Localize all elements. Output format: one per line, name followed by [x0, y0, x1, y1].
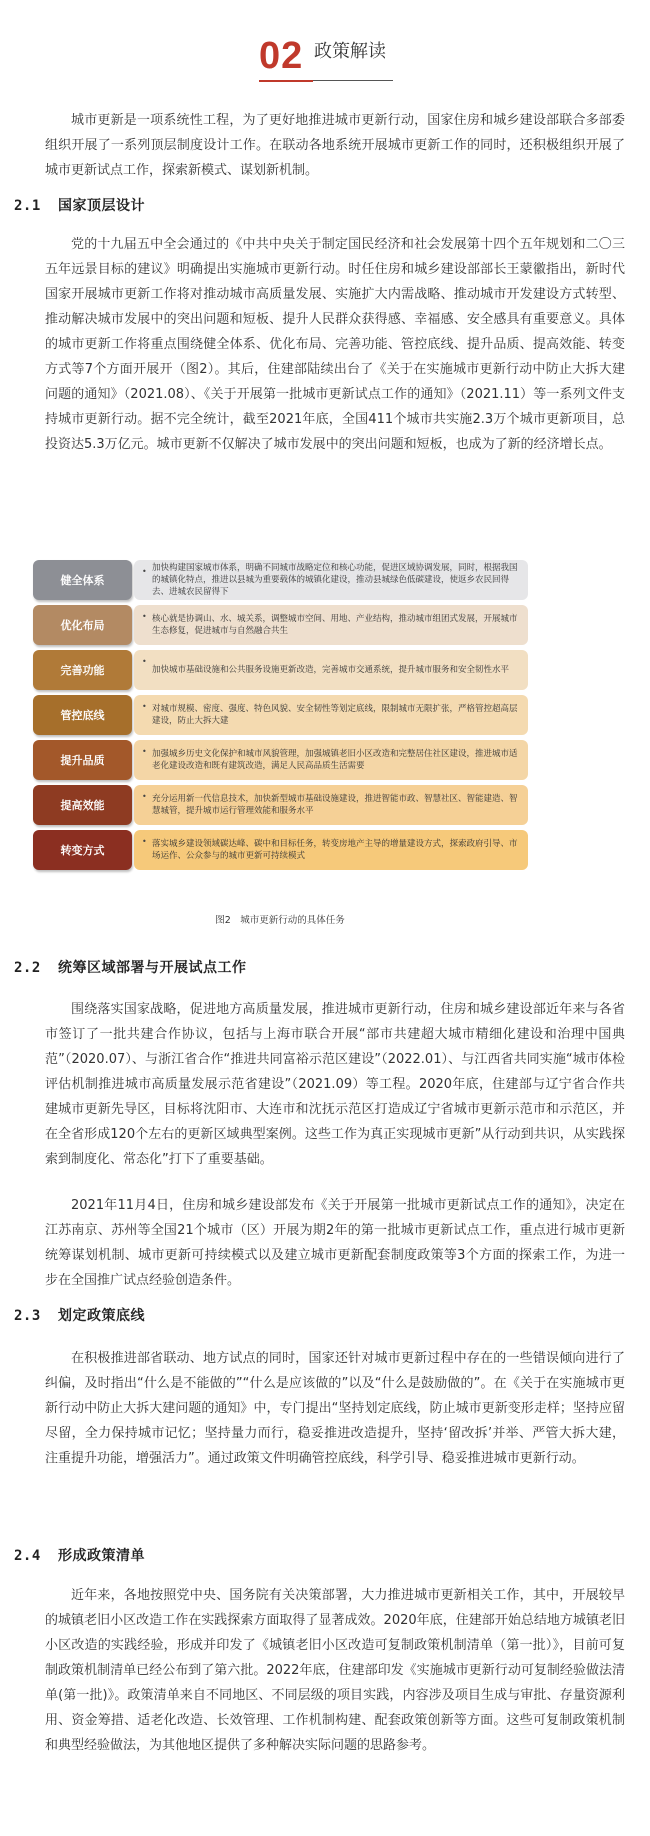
intro-paragraph: 城市更新是一项系统性工程，为了更好地推进城市更新行动，国家住房和城乡建设部联合多部委组织开展了一系列顶层制度设计工作。在联动各地系统开展城市更新工作的同时，还积极组织开展了城市更新试点工作，探索新模式、谋划新机制。	[45, 113, 625, 178]
task-row-2	[30, 605, 530, 645]
task-row-5	[30, 740, 530, 780]
task-description	[134, 785, 528, 825]
section-2-2-paragraph-2: 2021年11月4日，住房和城乡建设部发布《关于开展第一批城市更新试点工作的通知》，决定在江苏南京、苏州等全国21个城市（区）开展为期2年的第一批城市更新试点工作，重点进行城市更新统筹谋划机制、城市更新可持续模式以及建立城市更新配套制度政策等3个方面的探索工作，为进一步在全国推广试点经验创造条件。	[45, 1198, 625, 1288]
task-description	[134, 650, 528, 690]
section-2-2-paragraph-1: 围绕落实国家战略，促进地方高质量发展，推进城市更新行动，住房和城乡建设部近年来与各省市签订了一批共建合作协议，包括与上海市联合开展“部市共建超大城市精细化建设和治理中国典范”（2020.07）、与浙江省合作“推进共同富裕示范区建设”（2022.01）、与江西省共同实施“城市体检评估机制推进城市高质量发展示范省建设”（2021.09）等工程。2020年底，住建部与辽宁省合作共建城市更新先导区，目标将沈阳市、大连市和沈抚示范区打造成辽宁省城市更新示范市和示范区，并在全省形成120个左右的更新区域典型案例。这些工作为真正实现城市更新”从行动到共识，从实践探索到制度化、常态化”打下了重要基础。	[45, 1002, 625, 1167]
task-row-3	[30, 650, 530, 690]
section-heading-2-2	[14, 957, 247, 977]
task-label: 管控底线	[33, 695, 132, 735]
section-heading-2-3	[14, 1305, 145, 1325]
section-heading-2-4	[14, 1545, 145, 1565]
task-description	[134, 695, 528, 735]
section-title: 形成政策清单	[58, 1548, 145, 1564]
bullet-icon: •	[142, 702, 147, 711]
bullet-icon: •	[142, 657, 147, 666]
task-label: 完善功能	[33, 650, 132, 690]
task-text: 落实城乡建设领域碳达峰、碳中和目标任务，转变房地产主导的增量建设方式，探索政府引导、市场运作、公众参与的城市更新可持续模式	[152, 839, 518, 861]
section-2-1-paragraph: 党的十九届五中全会通过的《中共中央关于制定国民经济和社会发展第十四个五年规划和二〇三五年远景目标的建议》明确提出实施城市更新行动。时任住房和城乡建设部部长王蒙徽指出，新时代国家开展城市更新工作将对推动城市高质量发展、实施扩大内需战略、推动城市开发建设方式转型、推动解决城市发展中的突出问题和短板、提升人民群众获得感、幸福感、安全感具有重要意义。具体的城市更新工作将重点围绕健全体系、优化布局、完善功能、管控底线、提升品质、提高效能、转变方式等7个方面开展开（图2）。其后，住建部陆续出台了《关于在实施城市更新行动中防止大拆大建问题的通知》（2021.08）、《关于开展第一批城市更新试点工作的通知》（2021.11）等一系列文件支持城市更新行动。据不完全统计，截至2021年底，全国411个城市共实施2.3万个城市更新项目，总投资达5.3万亿元。城市更新不仅解决了城市发展中的突出问题和短板，也成为了新的经济增长点。	[45, 237, 625, 452]
section-number: 2.1	[14, 198, 41, 214]
task-label: 健全体系	[33, 560, 132, 600]
task-text: 加强城乡历史文化保护和城市风貌管理，加强城镇老旧小区改造和完整居住社区建设，推进城市适老化建设改造和既有建筑改造，满足人民高品质生活需要	[152, 749, 518, 771]
task-label: 提高效能	[33, 785, 132, 825]
task-row-7	[30, 830, 530, 870]
header-underline-dark	[313, 80, 393, 81]
section-2-4-paragraph: 近年来，各地按照党中央、国务院有关决策部署，大力推进城市更新相关工作，其中，开展较早的城镇老旧小区改造工作在实践探索方面取得了显著成效。2020年底，住建部开始总结地方城镇老旧小区改造的实践经验，形成并印发了《城镇老旧小区改造可复制政策机制清单（第一批）》，目前可复制政策机制清单已经公布到了第六批。2022年底，住建部印发《实施城市更新行动可复制经验做法清单(第一批)》。政策清单来自不同地区、不同层级的项目实践，内容涉及项目生成与审批、存量资源利用、资金筹措、适老化改造、长效管理、工作机制构建、配套政策创新等方面。这些可复制政策机制和典型经验做法，为其他地区提供了多种解决实际问题的思路参考。	[45, 1588, 625, 1753]
task-description	[134, 605, 528, 645]
task-description	[134, 830, 528, 870]
header-underline-red	[259, 80, 313, 82]
task-text: 加快城市基础设施和公共服务设施更新改造，完善城市交通系统，提升城市服务和安全韧性水平	[152, 665, 510, 675]
section-number: 2.4	[14, 1548, 41, 1564]
bullet-icon: •	[142, 612, 147, 621]
section-heading-2-1	[14, 195, 145, 215]
task-text: 加快构建国家城市体系，明确不同城市战略定位和核心功能，促进区域协调发展，同时，根据我国的城镇化特点，推进以县城为重要载体的城镇化建设，推动县城绿色低碳建设，使返乡农民回得去、进城农民留得下	[152, 563, 518, 597]
task-label: 转变方式	[33, 830, 132, 870]
task-label: 提升品质	[33, 740, 132, 780]
task-row-6	[30, 785, 530, 825]
task-text: 核心就是协调山、水、城关系，调整城市空间、用地、产业结构，推动城市组团式发展，开展城市生态修复，促进城市与自然融合共生	[152, 614, 518, 636]
task-row-4	[30, 695, 530, 735]
bullet-icon: •	[142, 837, 147, 846]
section-number: 2.3	[14, 1308, 41, 1324]
section-title: 国家顶层设计	[58, 198, 145, 214]
chapter-title: 政策解读	[314, 41, 386, 62]
task-text: 充分运用新一代信息技术，加快新型城市基础设施建设，推进智能市政、智慧社区、智能建造、智慧城管，提升城市运行管理效能和服务水平	[152, 794, 518, 816]
task-text: 对城市规模、密度、强度、特色风貌、安全韧性等划定底线，限制城市无限扩张，严格管控超高层建设，防止大拆大建	[152, 704, 518, 726]
bullet-icon: •	[142, 792, 147, 801]
section-title: 统筹区域部署与开展试点工作	[58, 960, 247, 976]
section-2-3-paragraph: 在积极推进部省联动、地方试点的同时，国家还针对城市更新过程中存在的一些错误倾向进行了纠偏，及时指出“什么是不能做的”“什么是应该做的”以及“什么是鼓励做的”。在《关于在实施城市更新行动中防止大拆大建问题的通知》中，专门提出“坚持划定底线，防止城市更新变形走样；坚持应留尽留，全力保持城市记忆；坚持量力而行，稳妥推进改造提升，坚持‘留改拆’并举、严管大拆大建，注重提升功能，增强活力”。通过政策文件明确管控底线，科学引导、稳妥推进城市更新行动。	[45, 1351, 625, 1466]
task-label: 优化布局	[33, 605, 132, 645]
task-description	[134, 740, 528, 780]
bullet-icon: •	[142, 567, 147, 576]
figure-caption: 图2 城市更新行动的具体任务	[215, 915, 345, 926]
chapter-number: 02	[259, 35, 304, 77]
bullet-icon: •	[142, 747, 147, 756]
section-number: 2.2	[14, 960, 41, 976]
section-title: 划定政策底线	[58, 1308, 145, 1324]
task-row-1	[30, 560, 530, 600]
task-description	[134, 560, 528, 600]
figure-2-diagram	[30, 560, 530, 924]
chapter-header	[0, 30, 650, 82]
